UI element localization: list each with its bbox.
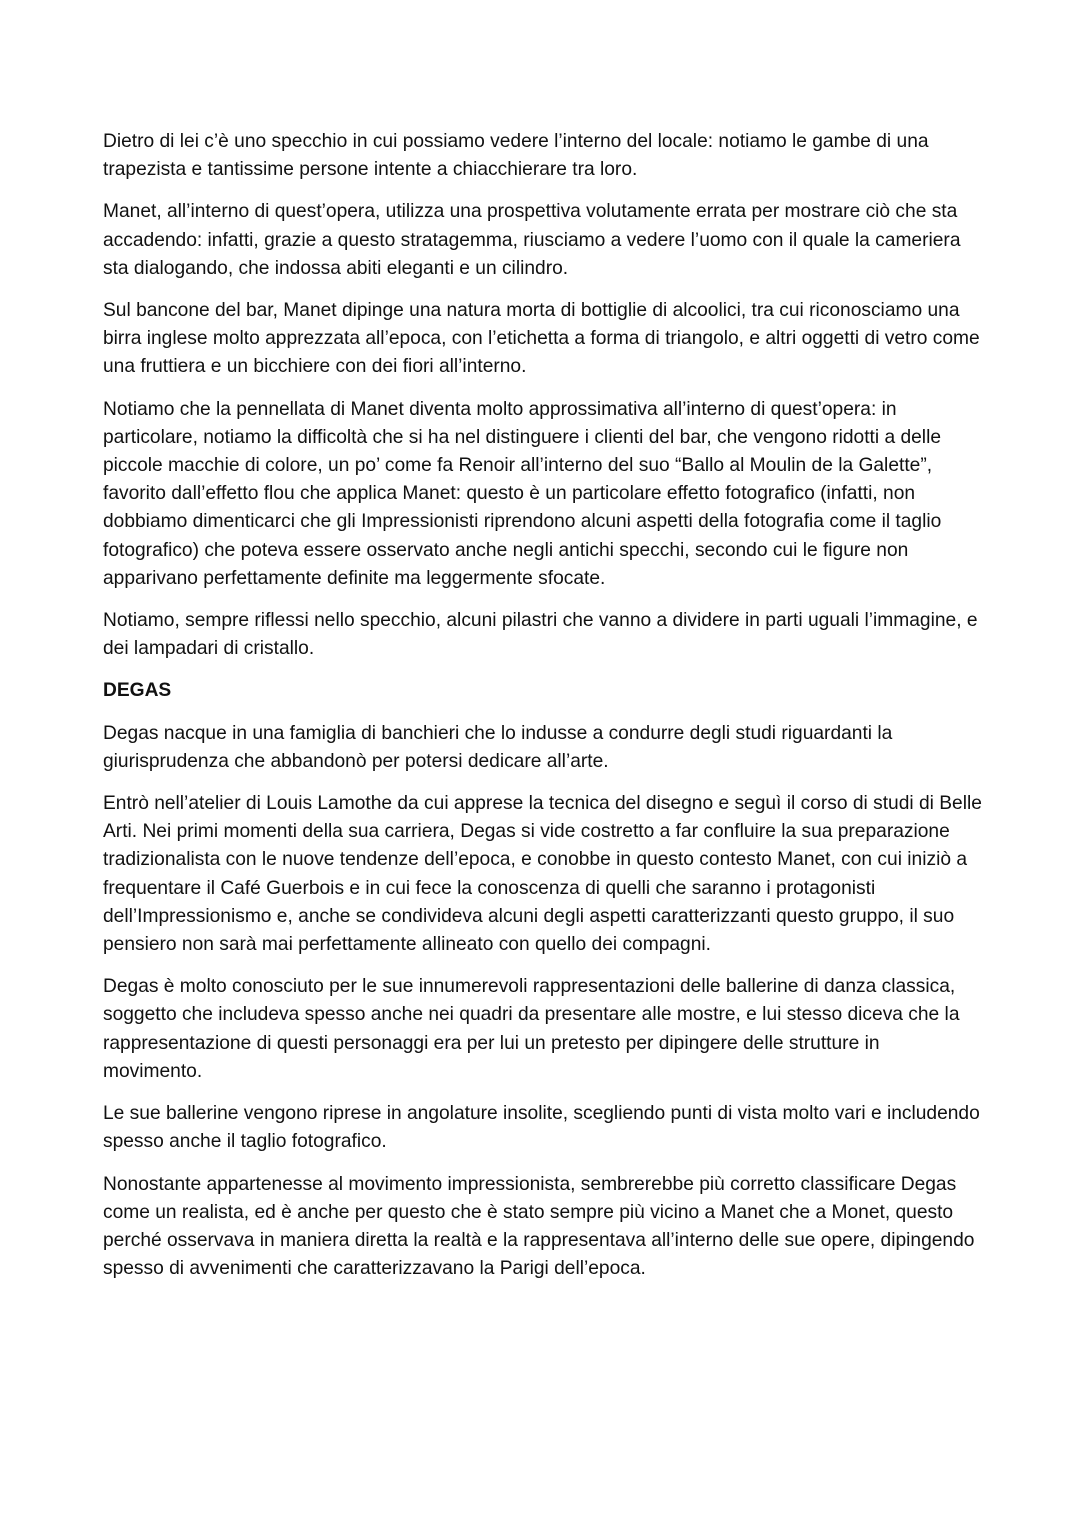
section-heading-degas: DEGAS	[103, 680, 172, 702]
paragraph-perspective: Manet, all’interno di quest’opera, utilizza una prospettiva volutamente errata per mostrare ciò che sta accadendo: infatti, grazie a questo stratagemma, riusciamo a vedere l’uomo con il quale la cameriera sta dialogando, che indossa abiti eleganti e un cilindro.	[103, 201, 961, 279]
paragraph-mirror-reflection: Dietro di lei c’è uno specchio in cui possiamo vedere l’interno del locale: notiamo le gambe di una trapezista e tantissime persone intente a chiacchierare tra loro.	[103, 131, 929, 181]
paragraph-degas-training: Entrò nell’atelier di Louis Lamothe da cui apprese la tecnica del disegno e seguì il corso di studi di Belle Arti. Nei primi momenti della sua carriera, Degas si vide costretto a far confluire la sua preparazione tradizionalista con le nuove tendenze dell’epoca, e conobbe in questo contesto Manet, con cui iniziò a frequentare il Café Guerbois e in cui fece la conoscenza di quelli che saranno i protagonisti dell’Impressionismo e, anche se condivideva alcuni degli aspetti caratterizzanti questo gruppo, il suo pensiero non sarà mai perfettamente allineato con quello dei compagni.	[103, 793, 982, 956]
paragraph-pillars: Notiamo, sempre riflessi nello specchio, alcuni pilastri che vanno a dividere in parti uguali l’immagine, e dei lampadari di cristallo.	[103, 610, 978, 660]
paragraph-degas-realist: Nonostante appartenesse al movimento impressionista, sembrerebbe più corretto classificare Degas come un realista, ed è anche per questo che è stato sempre più vicino a Manet che a Monet, questo perché osservava in maniera diretta la realtà e la rappresentava all’interno delle sue opere, dipingendo spesso di avvenimenti che caratterizzavano la Parigi dell’epoca.	[103, 1173, 975, 1280]
document-page	[103, 128, 983, 1297]
paragraph-still-life: Sul bancone del bar, Manet dipinge una natura morta di bottiglie di alcoolici, tra cui riconosciamo una birra inglese molto apprezzata all’epoca, con l’etichetta a forma di triangolo, e altri oggetti di vetro come una fruttiera e un bicchiere con dei fiori all’interno.	[103, 300, 980, 378]
paragraph-degas-dancers: Degas è molto conosciuto per le sue innumerevoli rappresentazioni delle ballerine di danza classica, soggetto che includeva spesso anche nei quadri da presentare alle mostre, e lui stesso diceva che la rappresentazione di questi personaggi era per lui un pretesto per dipingere delle strutture in movimento.	[103, 976, 960, 1082]
paragraph-degas-family: Degas nacque in una famiglia di banchieri che lo indusse a condurre degli studi riguardanti la giurisprudenza che abbandonò per potersi dedicare all’arte.	[103, 722, 893, 772]
paragraph-brushwork: Notiamo che la pennellata di Manet diventa molto approssimativa all’interno di quest’opera: in particolare, notiamo la difficoltà che si ha nel distinguere i clienti del bar, che vengono ridotti a delle piccole macchie di colore, un po’ come fa Renoir all’interno del suo “Ballo al Moulin de la Galette”, favorito dall’effetto flou che applica Manet: questo è un particolare effetto fotografico (infatti, non dobbiamo dimenticarci che gli Impressionisti riprendono alcuni aspetti della fotografia come il taglio fotografico) che poteva essere osservato anche negli antichi specchi, secondo cui le figure non apparivano perfettamente definite ma leggermente sfocate.	[103, 398, 942, 589]
paragraph-degas-angles: Le sue ballerine vengono riprese in angolature insolite, scegliendo punti di vista molto vari e includendo spesso anche il taglio fotografico.	[103, 1103, 980, 1153]
